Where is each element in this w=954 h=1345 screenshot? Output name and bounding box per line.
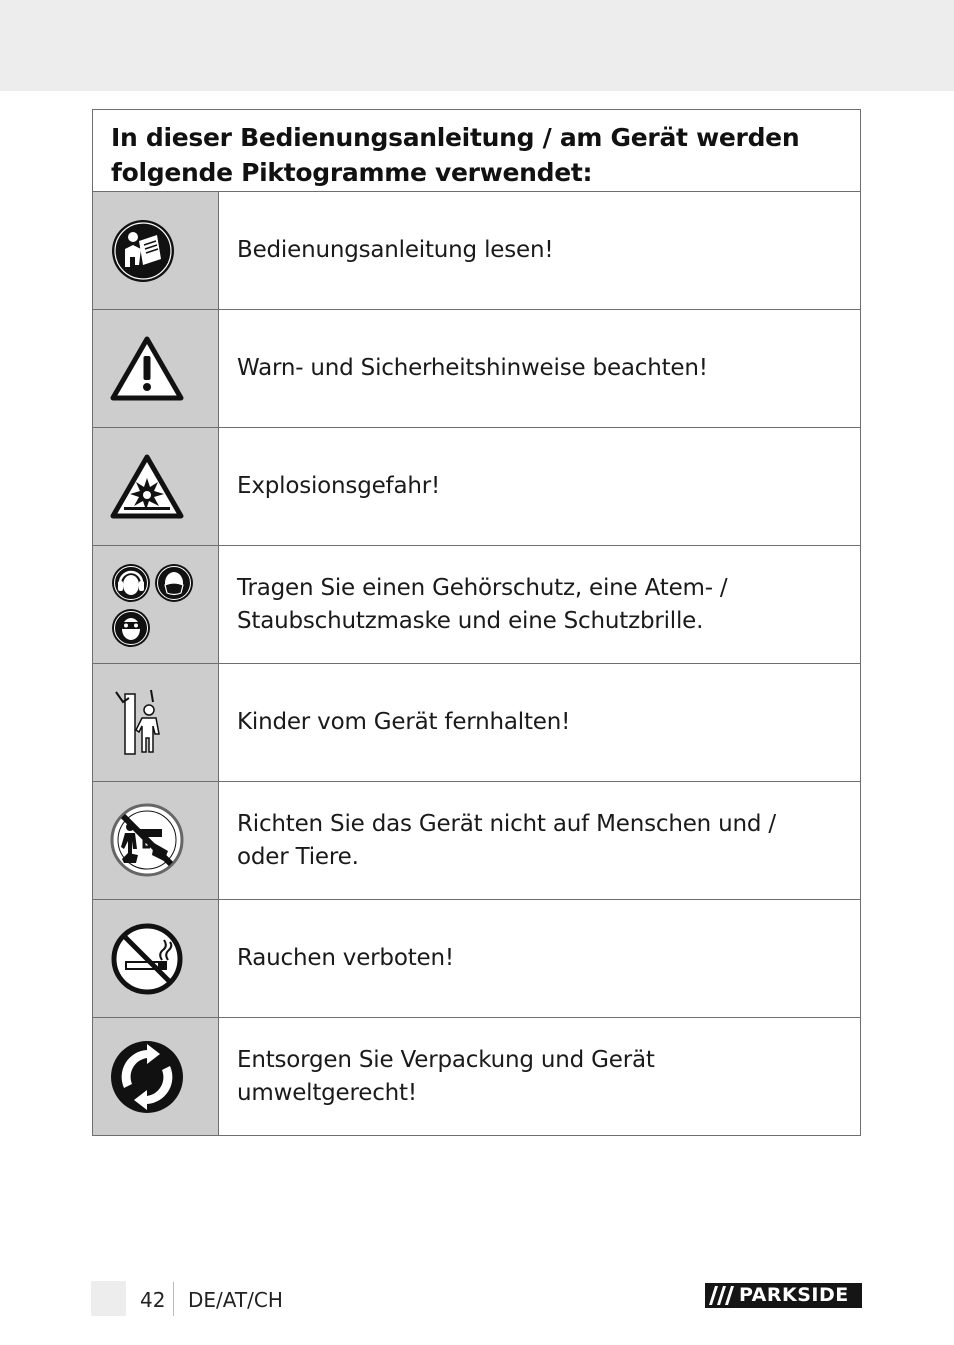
table-row <box>93 664 860 782</box>
no-smoking-icon <box>110 922 184 996</box>
table-row <box>93 192 860 310</box>
brand-name: PARKSIDE <box>739 1284 849 1306</box>
row-text: Kinder vom Gerät fernhalten! <box>237 709 571 735</box>
pictogram-table <box>92 109 861 1136</box>
explosion-hazard-icon <box>110 454 184 520</box>
brand-logo <box>705 1283 862 1308</box>
row-text-line-2: oder Tiere. <box>237 843 359 870</box>
dust-mask-icon <box>154 563 194 603</box>
row-text: Rauchen verboten! <box>237 945 454 971</box>
read-manual-icon <box>111 219 175 283</box>
row-text: Warn- und Sicherheitshinweise beachten! <box>237 355 708 381</box>
safety-goggles-icon <box>111 608 151 648</box>
region-label: DE/AT/CH <box>188 1288 283 1312</box>
top-band <box>0 0 954 91</box>
table-row <box>93 782 860 900</box>
row-text: Bedienungsanleitung lesen! <box>237 237 554 263</box>
brand-stripes-icon <box>705 1283 737 1308</box>
footer-marker <box>91 1281 126 1316</box>
row-text: Tragen Sie einen Gehörschutz, eine Atem- / <box>237 574 728 601</box>
row-text: Entsorgen Sie Verpackung und Gerät umweltgerecht! <box>237 1046 655 1106</box>
no-pointing-at-people-icon <box>110 803 184 877</box>
table-row <box>93 428 860 546</box>
hearing-protection-icon <box>111 563 151 603</box>
table-header <box>93 110 860 192</box>
warning-triangle-icon <box>110 336 184 402</box>
footer-divider <box>173 1282 174 1316</box>
table-row <box>93 546 860 664</box>
page-number: 42 <box>140 1288 166 1312</box>
header-line-1: In dieser Bedienungsanleitung / am Gerät werden <box>111 123 800 152</box>
header-line-2: folgende Piktogramme verwendet: <box>111 158 593 187</box>
row-text: Explosionsgefahr! <box>237 473 441 499</box>
keep-children-away-icon <box>111 688 171 758</box>
row-text: Richten Sie das Gerät nicht auf Menschen und / <box>237 810 776 837</box>
row-text-line-2: Staubschutzmaske und eine Schutzbrille. <box>237 607 704 634</box>
table-row <box>93 1018 860 1135</box>
recycling-icon <box>110 1040 184 1114</box>
table-row <box>93 310 860 428</box>
table-row <box>93 900 860 1018</box>
